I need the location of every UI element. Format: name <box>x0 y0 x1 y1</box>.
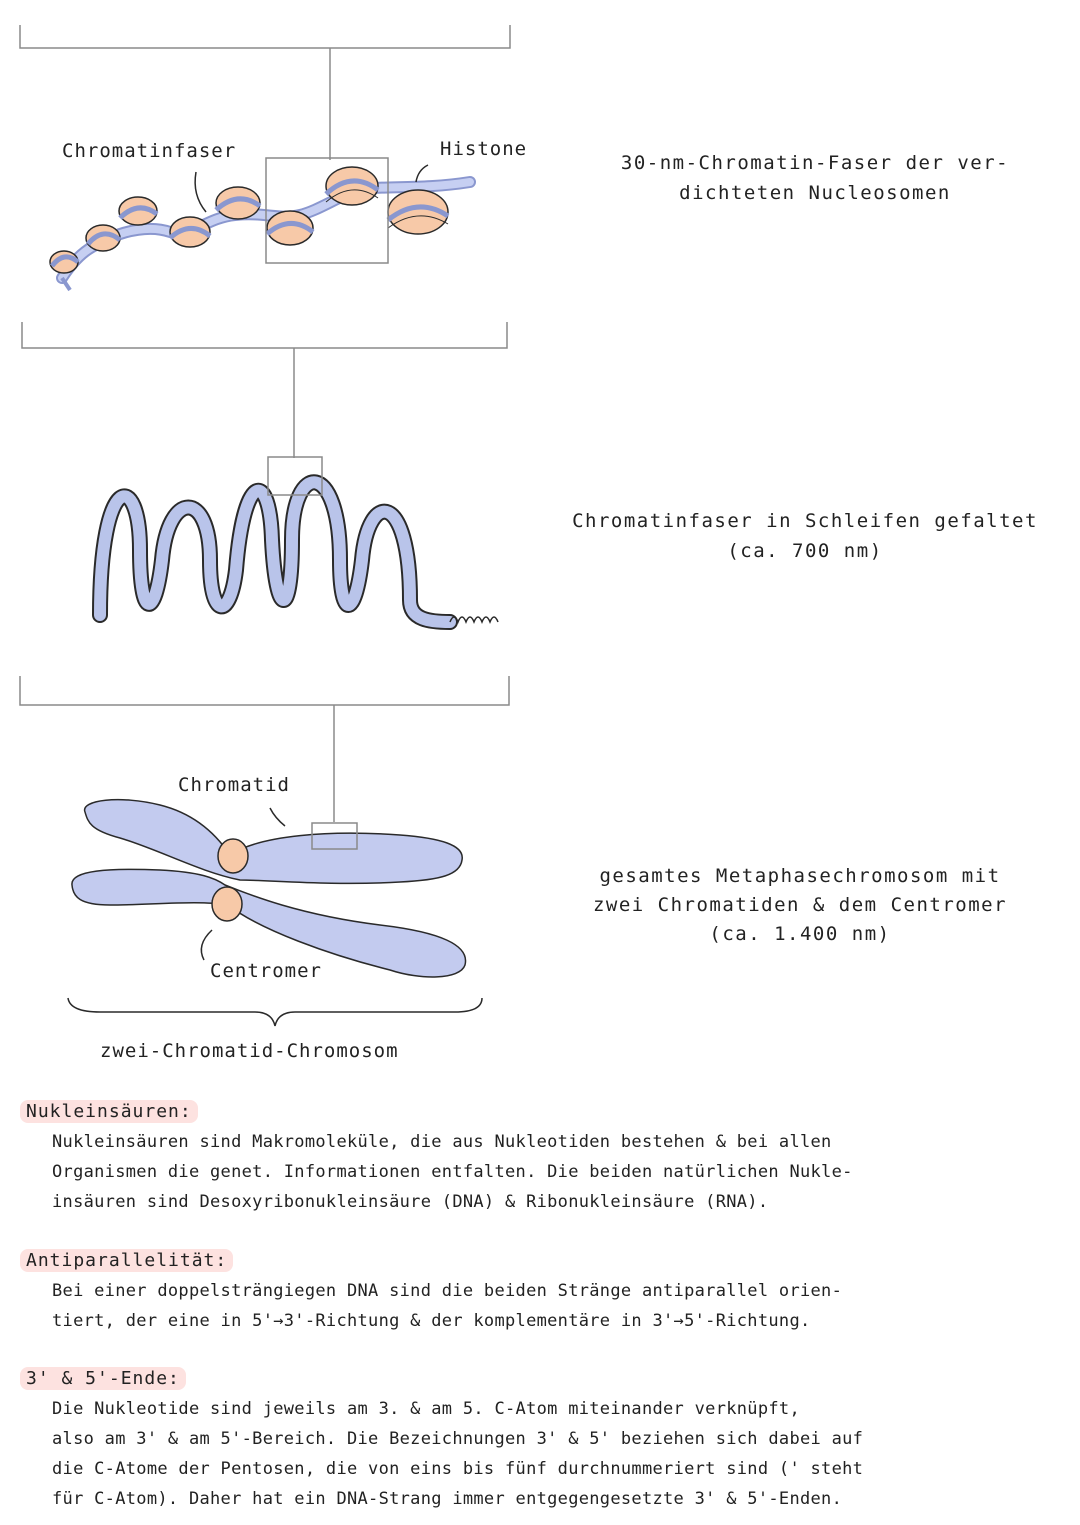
label-histone: Histone <box>440 138 528 160</box>
heading-nukleinsaeuren: Nukleinsäuren: <box>20 1100 198 1123</box>
desc-nucleosomes <box>580 148 1050 208</box>
arrow-chromatid <box>270 808 285 826</box>
desc-loops-line-2: (ca. 700 nm) <box>727 540 883 562</box>
para-line: Nukleinsäuren sind Makromoleküle, die aus Nukleotiden bestehen & bei allen <box>52 1132 832 1152</box>
para-line: die C-Atome der Pentosen, die von eins bis fünf durchnummeriert sind (' steht <box>52 1459 864 1479</box>
desc-chromosome-line-1: gesamtes Metaphasechromosom mit <box>599 865 1001 887</box>
chromatin-loops <box>100 482 498 622</box>
desc-loops-line-1: Chromatinfaser in Schleifen gefaltet <box>572 510 1038 532</box>
heading-3-5-ende: 3' & 5'-Ende: <box>20 1367 186 1390</box>
para-line: also am 3' & am 5'-Bereich. Die Bezeichnungen 3' & 5' beziehen sich dabei auf <box>52 1429 864 1449</box>
desc-nucleosomes-line-2: dichteten Nucleosomen <box>679 182 951 204</box>
label-chromatid: Chromatid <box>178 774 290 796</box>
heading-antiparallelitaet: Antiparallelität: <box>20 1249 233 1272</box>
label-centromer: Centromer <box>210 960 322 982</box>
metaphase-chromosome <box>72 800 466 977</box>
nucleosome-fiber <box>50 167 470 290</box>
para-line: für C-Atom). Daher hat ein DNA-Strang immer entgegengesetzte 3' & 5'-Enden. <box>52 1489 843 1509</box>
desc-loops <box>560 506 1050 566</box>
para-line: insäuren sind Desoxyribonukleinsäure (DNA) & Ribonukleinsäure (RNA). <box>52 1192 769 1212</box>
arrow-chromatinfaser <box>195 172 206 212</box>
brace <box>68 998 482 1026</box>
paragraph-3-5-ende <box>52 1394 1062 1514</box>
paragraph-nukleinsaeuren <box>52 1127 1062 1217</box>
desc-nucleosomes-line-1: 30-nm-Chromatin-Faser der ver- <box>620 152 1010 174</box>
para-line: Organismen die genet. Informationen entfalten. Die beiden natürlichen Nukle- <box>52 1162 853 1182</box>
arrow-centromer <box>201 930 212 960</box>
desc-chromosome-line-3: (ca. 1.400 nm) <box>709 923 891 945</box>
label-zwei-chromatid-chromosom: zwei-Chromatid-Chromosom <box>100 1040 399 1062</box>
paragraph-antiparallelitaet <box>52 1276 1062 1336</box>
para-line: tiert, der eine in 5'→3'-Richtung & der komplementäre in 3'→5'-Richtung. <box>52 1311 811 1331</box>
desc-chromosome-line-2: zwei Chromatiden & dem Centromer <box>592 894 1008 916</box>
label-chromatinfaser: Chromatinfaser <box>62 140 237 162</box>
para-line: Bei einer doppelsträngiegen DNA sind die beiden Stränge antiparallel orien- <box>52 1281 843 1301</box>
arrow-histone <box>416 165 428 182</box>
para-line: Die Nukleotide sind jeweils am 3. & am 5. C-Atom miteinander verknüpft, <box>52 1399 800 1419</box>
zoom-bracket-bottom <box>20 676 509 822</box>
desc-chromosome <box>560 862 1040 949</box>
zoom-bracket-middle <box>22 322 507 458</box>
